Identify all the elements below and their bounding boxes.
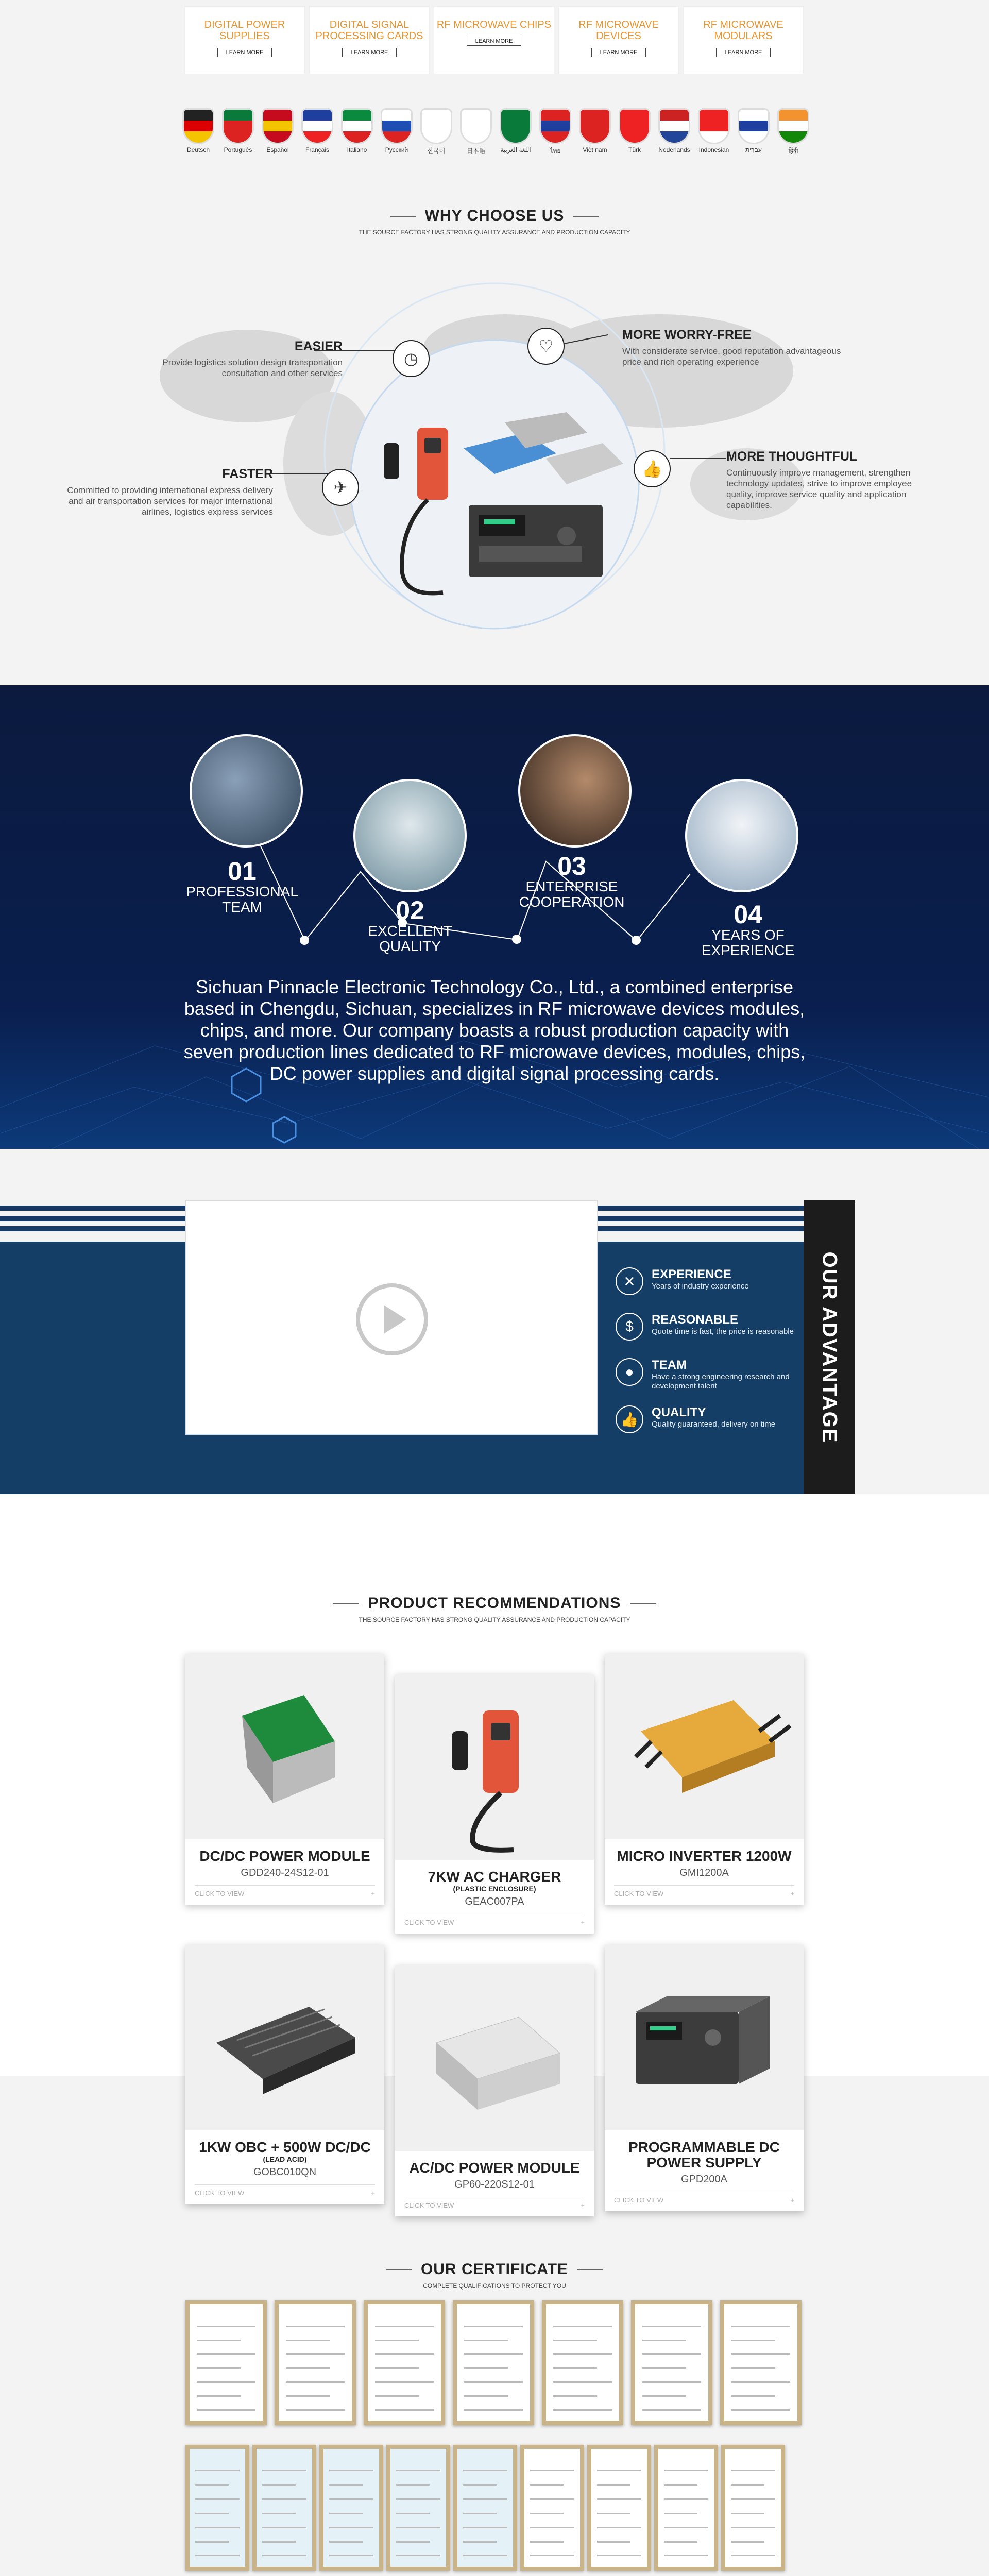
quality-photo (353, 779, 467, 892)
section-title: PRODUCT RECOMMENDATIONS (0, 1595, 989, 1612)
product-image (605, 1654, 804, 1839)
category-title: DIGITAL POWER SUPPLIES (204, 19, 285, 42)
click-to-view-link[interactable] (614, 2192, 794, 2204)
feature-label: TEAM (222, 899, 262, 915)
flag-icon (460, 108, 492, 144)
feature-label: EXCELLENT (368, 923, 452, 939)
language-flag[interactable] (618, 108, 652, 154)
advantage-title: EXPERIENCE (652, 1267, 731, 1281)
feature-label: EXPERIENCE (701, 942, 795, 958)
product-subname: (PLASTIC ENCLOSURE) (453, 1885, 536, 1893)
certificate-image[interactable] (721, 2445, 785, 2571)
learn-more-button[interactable]: LEARN MORE (467, 37, 522, 46)
team-photo (190, 734, 303, 848)
click-to-view-label: CLICK TO VIEW (404, 2201, 454, 2209)
clock-icon: ◷ (393, 340, 430, 377)
product-card[interactable] (185, 1945, 384, 2204)
feature-label: QUALITY (379, 938, 441, 954)
language-name: Türk (628, 146, 641, 154)
certificate-image[interactable] (654, 2445, 718, 2571)
plus-icon: + (581, 1919, 585, 1926)
product-card[interactable] (185, 1654, 384, 1905)
learn-more-button[interactable]: LEARN MORE (716, 48, 771, 57)
plus-icon: + (371, 2189, 375, 2197)
vertical-title: OUR ADVANTAGE (818, 1251, 841, 1443)
certificate-image[interactable] (319, 2445, 383, 2571)
feature-number: 02 (396, 896, 424, 925)
certificate-image[interactable] (520, 2445, 584, 2571)
section-title: OUR CERTIFICATE (0, 2261, 989, 2278)
flag-icon (420, 108, 452, 144)
product-image (605, 1945, 804, 2130)
advantage-item (616, 1267, 749, 1291)
advantage-item (616, 1313, 794, 1336)
click-to-view-link[interactable] (614, 1885, 794, 1897)
certificate-image[interactable] (185, 2445, 249, 2571)
language-flag[interactable] (578, 108, 612, 154)
category-card[interactable] (434, 6, 554, 74)
product-code: GEAC007PA (465, 1896, 524, 1907)
why-faster (62, 467, 273, 517)
handshake-icon: ♡ (527, 328, 565, 365)
flag-icon (222, 108, 254, 144)
advantage-text: Quote time is fast, the price is reasonable (652, 1327, 794, 1336)
section-subtitle: THE SOURCE FACTORY HAS STRONG QUALITY ASSURANCE AND PRODUCTION CAPACITY (359, 1616, 630, 1623)
certificate-image[interactable] (364, 2300, 445, 2425)
flag-icon (301, 108, 333, 144)
why-item-text: Committed to providing international express delivery and air transportation services for major international airlines, logistics express services (67, 485, 273, 517)
person-icon: ● (616, 1358, 643, 1386)
experience-photo (685, 779, 798, 892)
language-name: Italiano (347, 146, 367, 154)
feature-04 (686, 902, 810, 958)
language-flag[interactable] (737, 108, 771, 154)
flag-icon (777, 108, 809, 144)
why-item-title: EASIER (294, 339, 343, 353)
tools-icon: ✕ (616, 1267, 643, 1295)
language-flag[interactable] (697, 108, 731, 154)
category-title: RF MICROWAVE DEVICES (578, 19, 659, 42)
product-card[interactable] (395, 1674, 594, 1934)
product-subname: (LEAD ACID) (263, 2155, 307, 2163)
product-code: GPD200A (680, 2174, 728, 2185)
language-name: Indonesian (698, 146, 729, 154)
advantage-title: QUALITY (652, 1405, 706, 1419)
video-player[interactable] (185, 1200, 598, 1435)
product-code: GOBC010QN (253, 2166, 317, 2178)
language-name: 한국어 (427, 147, 446, 155)
product-image (185, 1945, 384, 2130)
category-title: RF MICROWAVE MODULARS (703, 19, 783, 42)
flag-icon (658, 108, 690, 144)
product-card[interactable] (395, 1965, 594, 2216)
timeline-dot (632, 936, 641, 945)
click-to-view-label: CLICK TO VIEW (614, 2196, 664, 2204)
advantage-title: REASONABLE (652, 1313, 739, 1327)
why-item-text: Continuously improve management, strengthen technology updates, strive to improve employee quality, improve service quality and application capabilities. (726, 468, 912, 510)
category-card[interactable] (683, 6, 804, 74)
money-icon: $ (616, 1313, 643, 1341)
language-name: Nederlands (658, 146, 690, 154)
language-flag[interactable] (300, 108, 334, 154)
learn-more-button[interactable]: LEARN MORE (342, 48, 397, 57)
flag-icon (381, 108, 413, 144)
language-name: Pусский (385, 146, 408, 154)
certificate-image[interactable] (587, 2445, 651, 2571)
language-flag[interactable] (459, 108, 493, 155)
click-to-view-label: CLICK TO VIEW (404, 1919, 454, 1926)
flag-icon (262, 108, 294, 144)
product-name: DC/DC POWER MODULE (199, 1848, 370, 1864)
category-card[interactable] (309, 6, 430, 74)
product-name: 7KW AC CHARGER (428, 1869, 561, 1885)
section-subtitle: COMPLETE QUALIFICATIONS TO PROTECT YOU (423, 2282, 566, 2290)
flag-icon (500, 108, 532, 144)
play-button[interactable] (356, 1283, 428, 1355)
timeline-dot (300, 936, 309, 945)
click-to-view-link[interactable] (404, 1914, 585, 1926)
feature-number: 04 (734, 900, 762, 929)
certificate-section-header (0, 2261, 989, 2290)
product-card[interactable] (605, 1945, 804, 2211)
thumbs-up-icon: 👍 (616, 1405, 643, 1433)
certificate-image[interactable] (185, 2300, 267, 2425)
language-name: اللغة العربية (500, 146, 531, 154)
language-flag[interactable] (776, 108, 810, 155)
advantage-text: Years of industry experience (652, 1282, 749, 1291)
product-code: GMI1200A (679, 1867, 729, 1878)
flag-icon (182, 108, 214, 144)
certificate-image[interactable] (453, 2300, 534, 2425)
language-name: ไทย (550, 147, 561, 155)
play-icon (384, 1305, 406, 1334)
click-to-view-label: CLICK TO VIEW (614, 1890, 664, 1897)
product-image (185, 1654, 384, 1839)
why-item-text: With considerate service, good reputation advantageous price and rich operating experience (622, 346, 841, 367)
language-flag[interactable] (538, 108, 572, 156)
language-flag[interactable] (261, 108, 295, 154)
learn-more-button[interactable]: LEARN MORE (217, 48, 272, 57)
learn-more-button[interactable]: LEARN MORE (591, 48, 646, 57)
certificate-image[interactable] (453, 2445, 517, 2571)
language-flag[interactable] (221, 108, 255, 154)
feature-number: 03 (557, 852, 586, 880)
why-easier (131, 339, 343, 379)
product-name: AC/DC POWER MODULE (409, 2160, 580, 2176)
language-name: Deutsch (186, 146, 210, 154)
why-item-text: Provide logistics solution design transportation consultation and other services (162, 358, 343, 378)
language-flag[interactable] (340, 108, 374, 154)
click-to-view-label: CLICK TO VIEW (195, 2189, 245, 2197)
airplane-icon: ✈ (322, 469, 359, 506)
certificate-image[interactable] (386, 2445, 450, 2571)
plus-icon: + (790, 2196, 794, 2204)
flag-icon (341, 108, 373, 144)
product-code: GP60-220S12-01 (454, 2179, 535, 2190)
flag-icon (579, 108, 611, 144)
language-flag[interactable] (181, 108, 215, 154)
product-image (395, 1965, 594, 2151)
plus-icon: + (371, 1890, 375, 1897)
section-subtitle: THE SOURCE FACTORY HAS STRONG QUALITY ASSURANCE AND PRODUCTION CAPACITY (359, 229, 630, 236)
flag-icon (619, 108, 651, 144)
language-name: Français (305, 146, 329, 154)
advantage-title: TEAM (652, 1358, 687, 1372)
feature-label: YEARS OF (711, 927, 785, 943)
flag-icon (539, 108, 571, 144)
advantage-text: Quality guaranteed, delivery on time (652, 1420, 776, 1429)
click-to-view-link[interactable] (195, 1885, 375, 1897)
language-name: Português (224, 146, 252, 154)
advantage-section (0, 1200, 989, 1494)
why-item-title: MORE WORRY-FREE (622, 328, 752, 342)
feature-number: 01 (228, 857, 257, 886)
section-title: WHY CHOOSE US (0, 207, 989, 225)
advantage-item (616, 1405, 775, 1429)
why-section-header (0, 207, 989, 236)
product-name: MICRO INVERTER 1200W (617, 1848, 792, 1864)
feature-01 (180, 858, 304, 915)
cooperation-photo (518, 734, 632, 848)
certificate-image[interactable] (252, 2445, 316, 2571)
company-description: Sichuan Pinnacle Electronic Technology Co., Ltd., a combined enterprise based in Chengdu, Sichuan, specializes in RF microwave devices modules, chips, and more. Our company boasts a robust production capacity with seven production lines dedicated to RF microwave devices, modules, chips, DC power supplies and digital signal processing cards. (183, 976, 806, 1084)
thumbs-up-icon: 👍 (634, 450, 671, 487)
flag-icon (738, 108, 770, 144)
language-flag[interactable] (380, 108, 414, 154)
why-thoughtful (726, 449, 922, 511)
certificate-image[interactable] (720, 2300, 802, 2425)
certificate-image[interactable] (631, 2300, 712, 2425)
flag-icon (698, 108, 730, 144)
language-name: हिंदी (788, 147, 798, 155)
why-item-title: FASTER (222, 467, 273, 481)
language-name: Español (266, 146, 289, 154)
language-flag[interactable] (419, 108, 453, 155)
product-name: 1KW OBC + 500W DC/DC (199, 2139, 371, 2155)
why-item-title: MORE THOUGHTFUL (726, 449, 858, 464)
feature-label: COOPERATION (519, 894, 625, 910)
language-name: Việt nam (583, 146, 607, 154)
advantage-item (616, 1358, 801, 1391)
category-title: RF MICROWAVE CHIPS (436, 19, 552, 30)
product-card[interactable] (605, 1654, 804, 1905)
language-flag[interactable] (657, 108, 691, 154)
feature-03 (510, 853, 634, 910)
advantage-vertical-label (804, 1200, 855, 1494)
category-card[interactable] (558, 6, 679, 74)
certificate-image[interactable] (275, 2300, 356, 2425)
feature-02 (348, 897, 472, 954)
language-flag[interactable] (499, 108, 533, 154)
products-section-header (0, 1595, 989, 1623)
language-name: עִברִית (745, 146, 762, 154)
timeline-dot (512, 935, 521, 944)
certificate-image[interactable] (542, 2300, 623, 2425)
category-title: DIGITAL SIGNAL PROCESSING CARDS (315, 19, 423, 42)
feature-label: ENTERPRISE (525, 878, 618, 894)
click-to-view-label: CLICK TO VIEW (195, 1890, 245, 1897)
category-card[interactable] (184, 6, 305, 74)
product-image (395, 1674, 594, 1860)
plus-icon: + (581, 2201, 585, 2209)
product-name: PROGRAMMABLE DC POWER SUPPLY (628, 2139, 780, 2171)
plus-icon: + (790, 1890, 794, 1897)
advantage-text: Have a strong engineering research and development talent (652, 1372, 790, 1391)
feature-label: PROFESSIONAL (186, 884, 298, 900)
why-worry-free (622, 328, 844, 367)
language-name: 日本語 (466, 147, 485, 155)
click-to-view-link[interactable] (404, 2197, 585, 2209)
product-code: GDD240-24S12-01 (241, 1867, 329, 1878)
click-to-view-link[interactable] (195, 2184, 375, 2197)
